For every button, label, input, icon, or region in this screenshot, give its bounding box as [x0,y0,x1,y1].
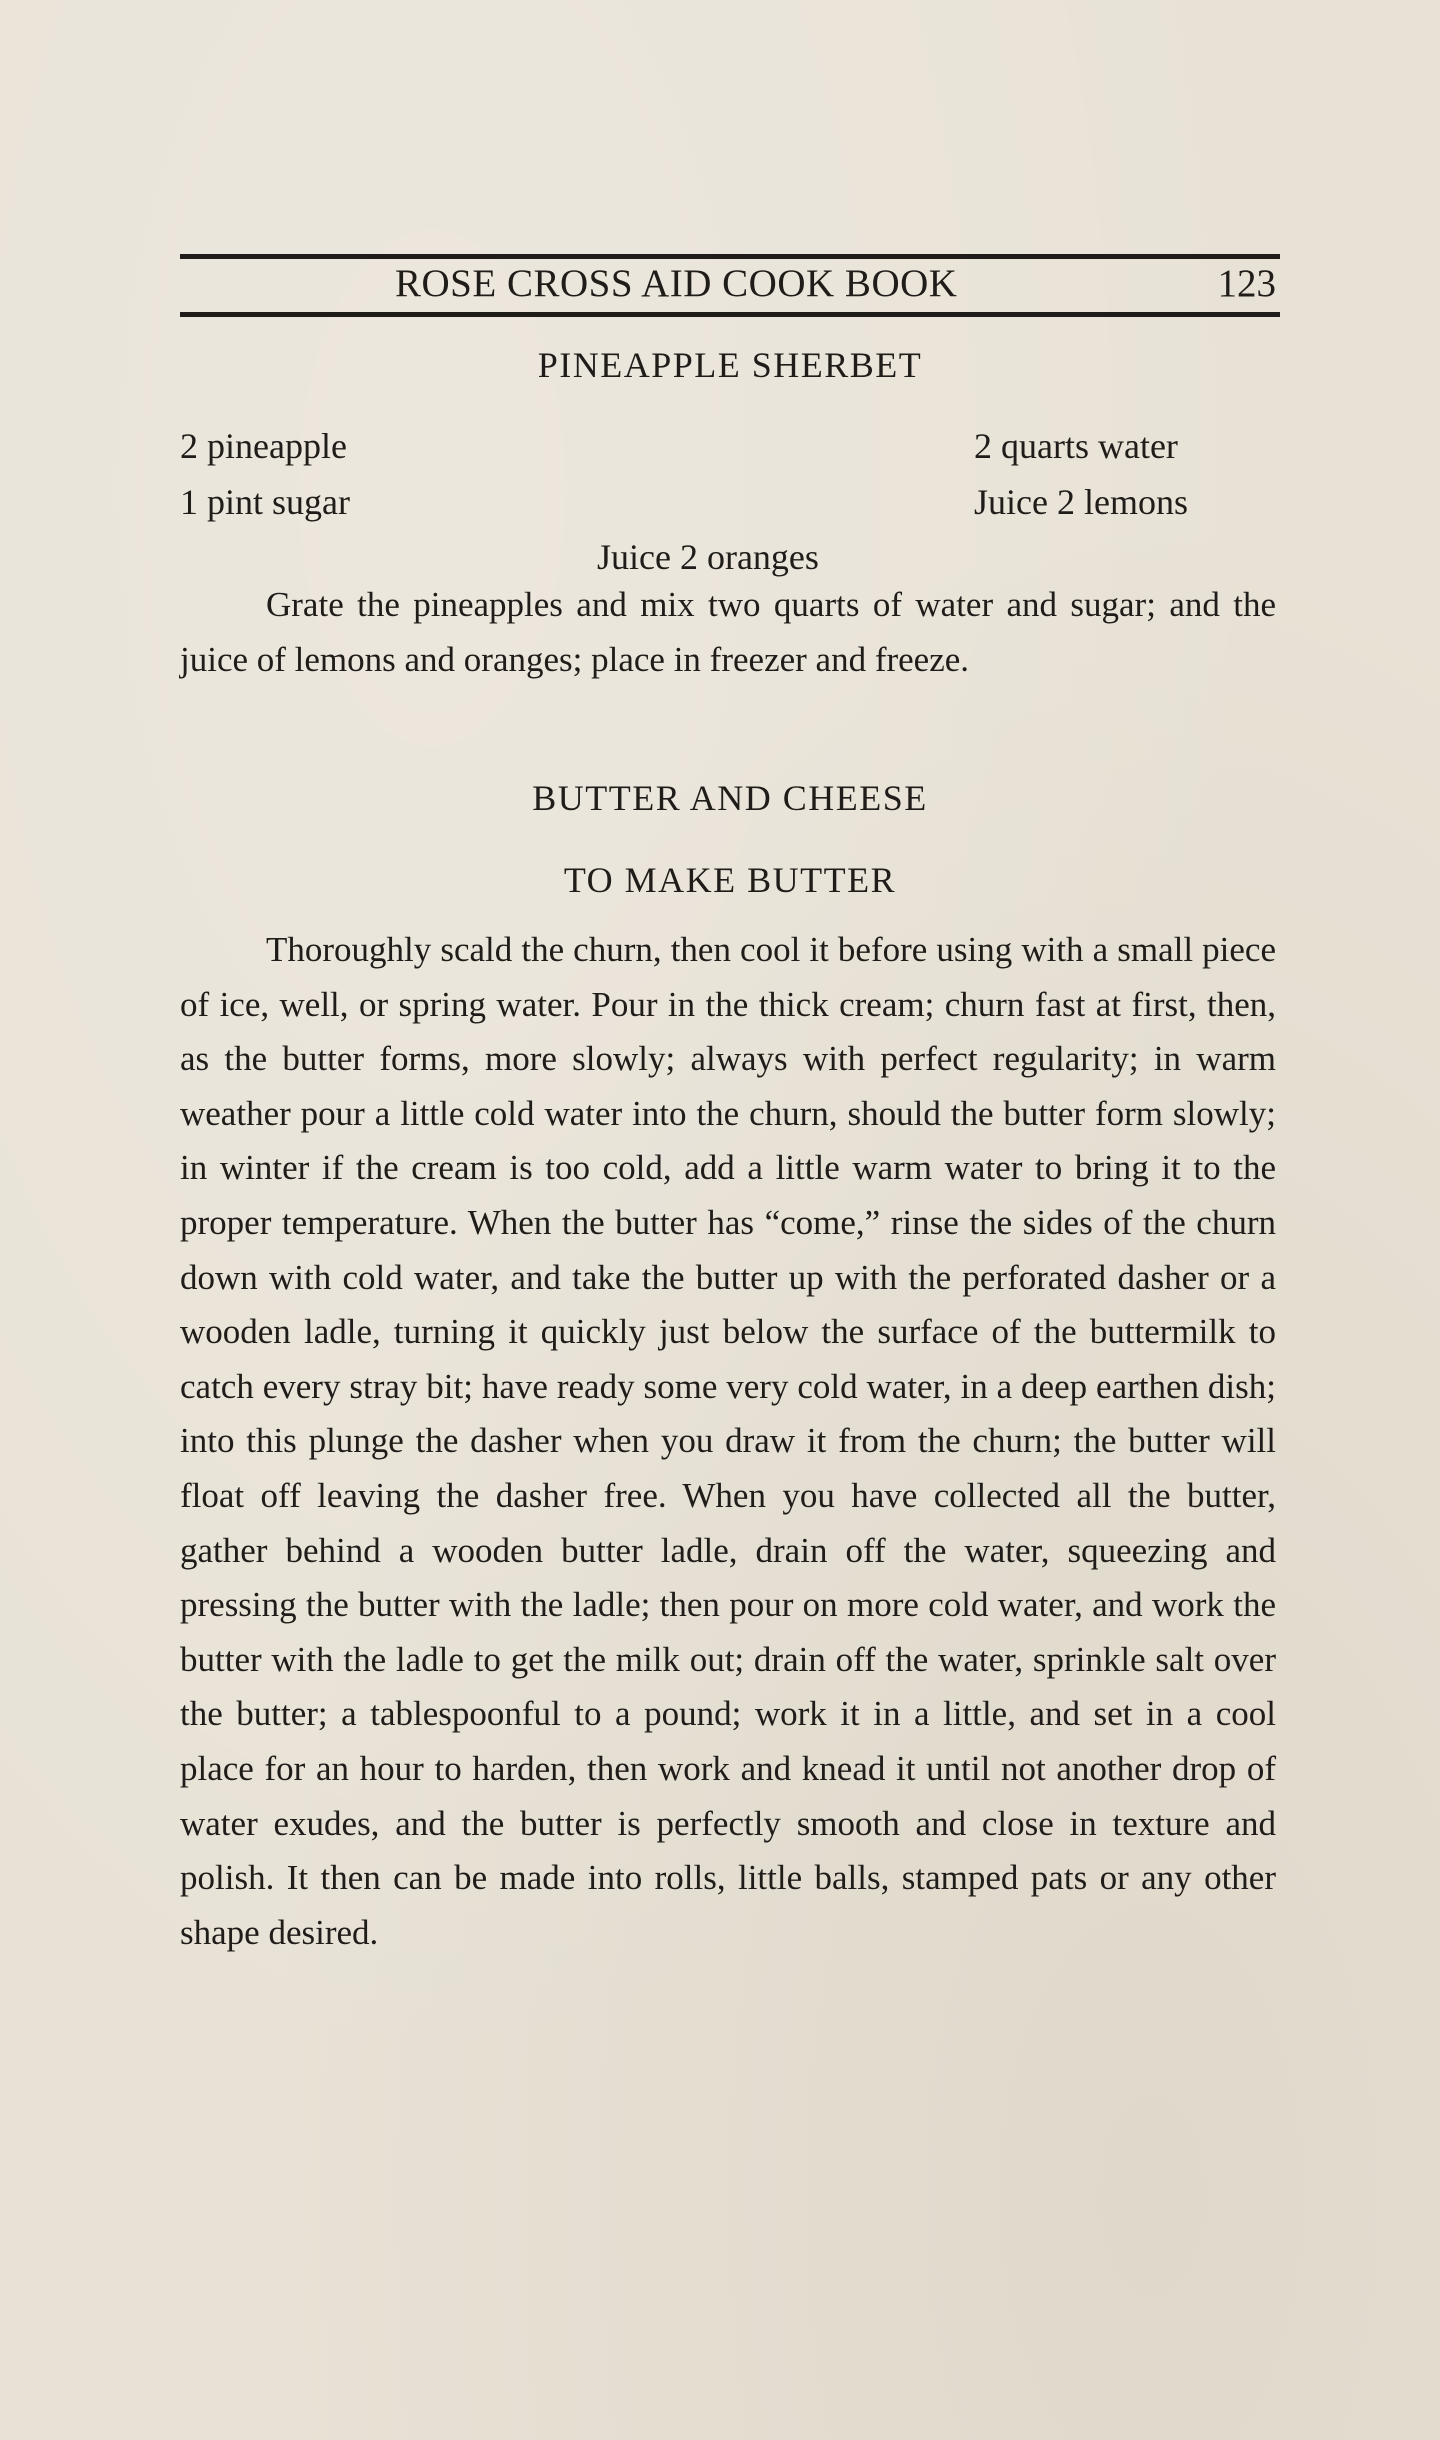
ingredient-water: 2 quarts water [974,426,1178,466]
header-rule-bottom [180,312,1280,317]
section-title-butter-and-cheese: BUTTER AND CHEESE [532,778,928,818]
ingredient-pineapple: 2 pineapple [180,426,347,466]
ingredient-sugar: 1 pint sugar [180,482,350,522]
page-number: 123 [1217,262,1276,305]
recipe-directions-pineapple-sherbet: Grate the pineapples and mix two quarts of water and sugar; and the juice of lemons and oranges; place in freezer and freeze. [180,585,1276,679]
recipe-title-pineapple-sherbet: PINEAPPLE SHERBET [537,345,923,385]
recipe-title-to-make-butter: TO MAKE BUTTER [563,860,897,900]
ingredient-oranges: Juice 2 oranges [597,537,819,577]
running-title: ROSE CROSS AID COOK BOOK [395,262,958,305]
ingredient-lemons: Juice 2 lemons [974,482,1188,522]
recipe-directions-to-make-butter: Thoroughly scald the churn, then cool it before using with a small piece of ice, well, or spring water. Pour in the thick cream; churn fast at first, then, as the butter forms, more slowly; always with perfect regularity; in warm weather pour a little cold water into the churn, should the butter form slowly; in winter if the cream is too cold, add a little warm water to bring it to the proper temperature. When the butter has “come,” rinse the sides of the churn down with cold water, and take the butter up with the perforated dasher or a wooden ladle, turning it quickly just below the surface of the buttermilk to catch every stray bit; have ready some very cold water, in a deep earthen dish; into this plunge the dasher when you draw it from the churn; the butter will float off leaving the dasher free. When you have collected all the butter, gather behind a wooden butter ladle, drain off the water, squeezing and pressing the butter with the ladle; then pour on more cold water, and work the butter with the ladle to get the milk out; drain off the water, sprinkle salt over the butter; a tablespoonful to a pound; work it in a little, and set in a cool place for an hour to harden, then work and knead it until not another drop of water exudes, and the butter is perfectly smooth and close in texture and polish. It then can be made into rolls, little balls, stamped pats or any other shape desired. [180,930,1276,1952]
